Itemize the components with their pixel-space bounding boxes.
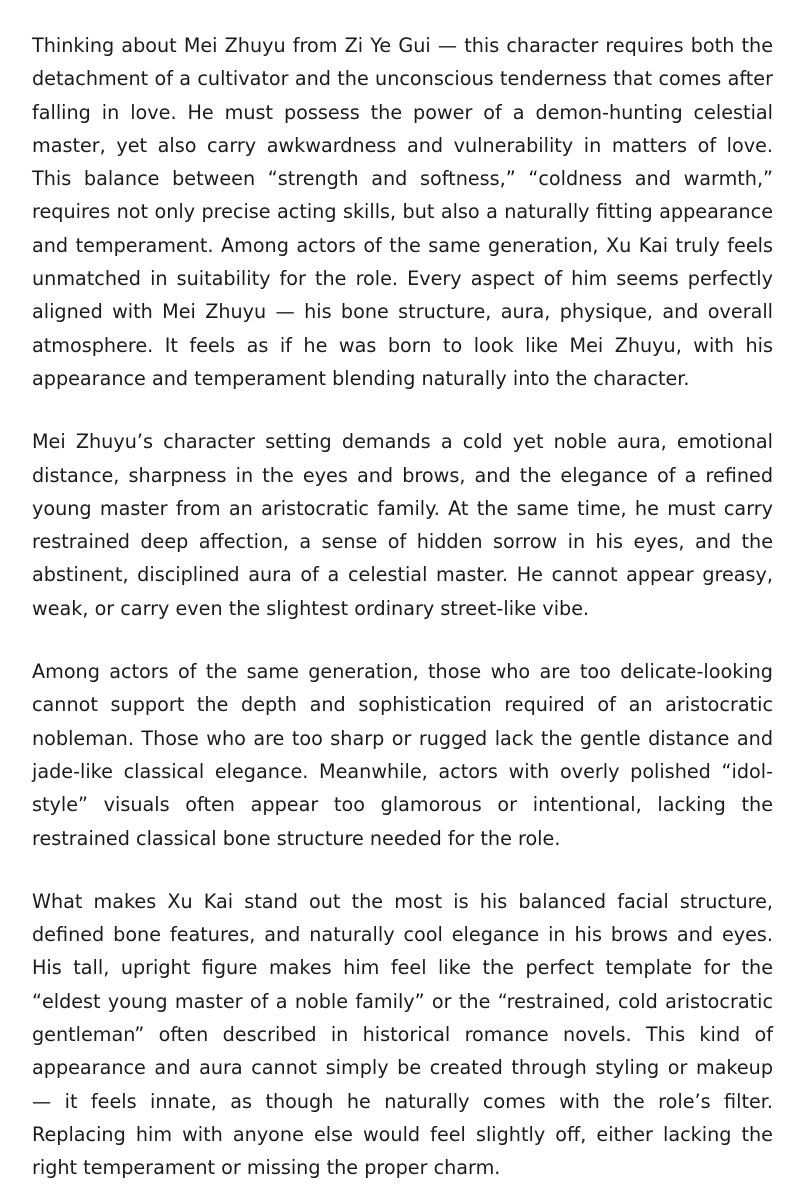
article-body — [32, 29, 773, 1185]
paragraph-4: What makes Xu Kai stand out the most is his balanced facial structure, defined bone features, and naturally cool elegance in his brows and eyes. His tall, upright figure makes him feel like the perfect template for the “eldest young master of a noble family” or the “restrained, cold aristocratic gentleman” often described in historical romance novels. This kind of appearance and aura cannot simply be created through styling or makeup — it feels innate, as though he naturally comes with the role’s filter. Replacing him with anyone else would feel slightly off, either lacking the right temperament or missing the proper charm. — [32, 889, 773, 1180]
paragraph-1: Thinking about Mei Zhuyu from Zi Ye Gui — this character requires both the detachment of a cultivator and the unconscious tenderness that comes after falling in love. He must possess the power of a demon-hunting celestial master, yet also carry awkwardness and vulnerability in matters of love. This balance between “strength and softness,” “coldness and warmth,” requires not only precise acting skills, but also a naturally fitting appearance and temperament. Among actors of the same generation, Xu Kai truly feels unmatched in suitability for the role. Every aspect of him seems perfectly aligned with Mei Zhuyu — his bone structure, aura, physique, and overall atmosphere. It feels as if he was born to look like Mei Zhuyu, with his appearance and temperament blending naturally into the character. — [32, 34, 773, 390]
paragraph-2: Mei Zhuyu’s character setting demands a cold yet noble aura, emotional distance, sharpness in the eyes and brows, and the elegance of a refined young master from an aristocratic family. At the same time, he must carry restrained deep affection, a sense of hidden sorrow in his eyes, and the abstinent, disciplined aura of a celestial master. He cannot appear greasy, weak, or carry even the slightest ordinary street-like vibe. — [32, 430, 773, 620]
paragraph-3: Among actors of the same generation, those who are too delicate-looking cannot support the depth and sophistication required of an aristocratic nobleman. Those who are too sharp or rugged lack the gentle distance and jade-like classical elegance. Meanwhile, actors with overly polished “idol-style” visuals often appear too glamorous or intentional, lacking the restrained classical bone structure needed for the role. — [32, 660, 773, 850]
